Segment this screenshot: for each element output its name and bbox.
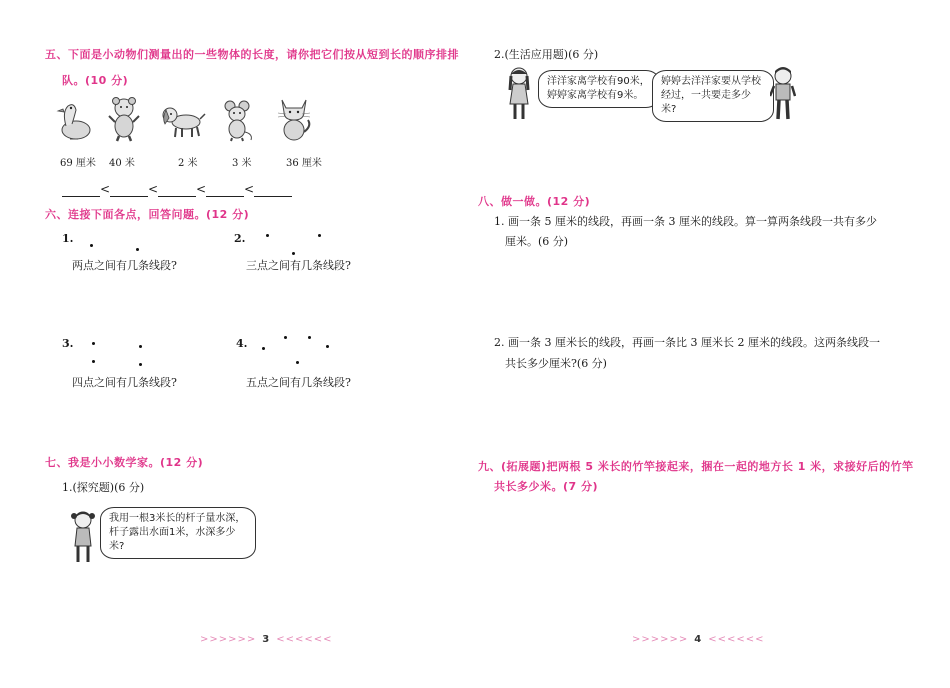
q7-sub2-right-speech-bubble [652,70,774,122]
answer-blank-5[interactable] [254,186,292,197]
duck-icon [56,98,92,142]
point [292,252,295,255]
animal-label-duck: 69 厘米 [60,158,96,169]
less-than-sign: < [244,182,255,196]
girl-figure-icon [506,66,532,122]
q9-title-line1: 九、(拓展题)把两根 5 米长的竹竿接起来，捆在一起的地方长 1 米，求接好后的竹竿 [478,460,914,473]
point [92,360,95,363]
q9-title-line2: 共长多少米。(7 分) [494,480,599,493]
point [139,345,142,348]
point [90,244,93,247]
animal-label-cat: 36 厘米 [286,158,322,169]
q7-sub1-speech-bubble [100,507,256,559]
page-footer-right [632,634,765,645]
answer-blank-2[interactable] [110,186,148,197]
less-than-sign: < [100,182,111,196]
point [318,234,321,237]
footer-arrows: <<<<<< [276,634,333,645]
point [326,345,329,348]
bubble-line: 我用一根3米长的杆子量水深， [109,513,246,524]
q8-item1-line2: 厘米。(6 分) [505,235,569,248]
footer-arrows: <<<<<< [708,634,765,645]
q8-title: 八、做一做。(12 分) [478,195,591,208]
bear-icon [106,96,142,142]
answer-blank-4[interactable] [206,186,244,197]
girl-figure-icon [70,510,96,566]
point [136,248,139,251]
point [92,342,95,345]
mouse-icon [220,98,256,142]
q6-item1-number: 1. [62,232,74,245]
q6-title: 六、连接下面各点，回答问题。(12 分) [45,208,250,221]
q8-item2-line1: 2. 画一条 3 厘米长的线段，再画一条比 3 厘米长 2 厘米的线段。这两条线段一 [494,336,880,349]
q5-title-line2: 队。(10 分) [62,74,129,87]
less-than-sign: < [148,182,159,196]
bubble-line: 洋洋家离学校有90米， [547,76,650,87]
q7-sub2-left-speech-bubble [538,70,660,108]
ordering-answer-row [62,178,292,197]
page-number: 3 [262,634,271,645]
cat-icon [274,96,314,142]
point [308,336,311,339]
q6-item2-question: 三点之间有几条线段? [246,259,351,272]
q7-sub2-label: 2.(生活应用题)(6 分) [494,48,599,61]
q8-item1-line1: 1. 画一条 5 厘米的线段，再画一条 3 厘米的线段。算一算两条线段一共有多少 [494,215,877,228]
q7-sub1-label: 1.(探究题)(6 分) [62,481,145,494]
animal-label-bear: 40 米 [109,158,135,169]
q6-item1-question: 两点之间有几条线段? [72,259,177,272]
point [296,361,299,364]
page-footer-left [200,634,333,645]
q6-item4-number: 4. [236,337,248,350]
q5-title-line1: 五、下面是小动物们测量出的一些物体的长度，请你把它们按从短到长的顺序排排 [45,48,459,61]
bubble-line: 婷婷家离学校有9米。 [547,90,644,101]
q6-item4-question: 五点之间有几条线段? [246,376,351,389]
q6-item3-number: 3. [62,337,74,350]
answer-blank-1[interactable] [62,186,100,197]
point [139,363,142,366]
q6-item3-question: 四点之间有几条线段? [72,376,177,389]
q6-item2-number: 2. [234,232,246,245]
footer-arrows: >>>>>> [632,634,689,645]
point [262,347,265,350]
point [284,336,287,339]
animal-label-dog: 2 米 [178,158,198,169]
answer-blank-3[interactable] [158,186,196,197]
q7-title: 七、我是小小数学家。(12 分) [45,456,204,469]
bubble-line: 婷婷去洋洋家要从学校 [661,76,761,87]
page-number: 4 [694,634,703,645]
bubble-line: 杆子露出水面1米，水深多少米? [109,527,236,552]
boy-figure-icon [770,66,796,122]
footer-arrows: >>>>>> [200,634,257,645]
less-than-sign: < [196,182,207,196]
animal-label-mouse: 3 米 [232,158,252,169]
dog-icon [160,102,206,140]
q8-item2-line2: 共长多少厘米?(6 分) [505,357,607,370]
bubble-line: 经过，一共要走多少米? [661,90,751,115]
point [266,234,269,237]
